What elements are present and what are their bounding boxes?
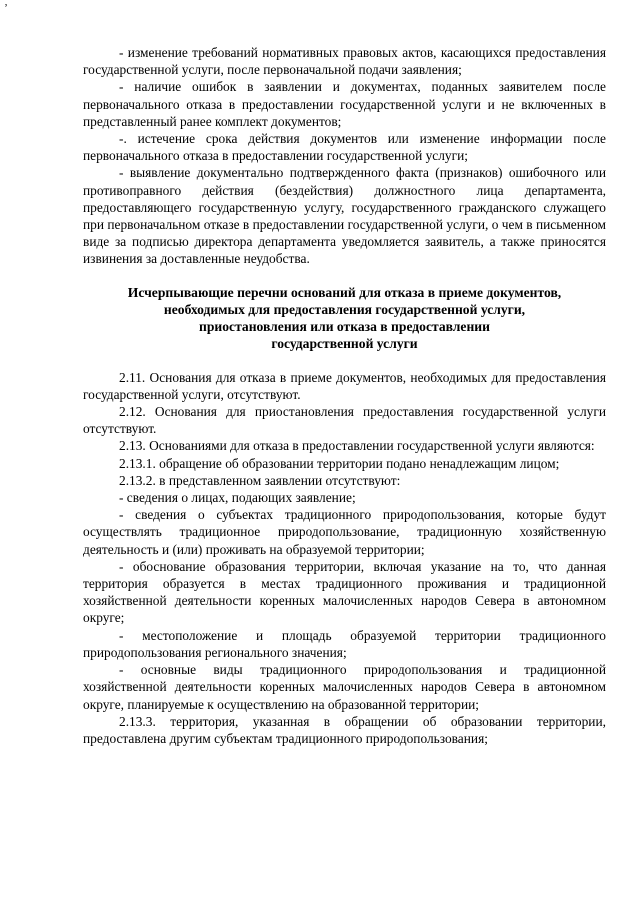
clause-2-13-2: 2.13.2. в представленном заявлении отсутствуют: (119, 472, 401, 488)
paragraph-change-regulations: - изменение требований нормативных правовых актов, касающихся предоставления государственной услуги, после первоначальной подачи заявления; (83, 45, 606, 78)
section-heading-line: Исчерпывающие перечни оснований для отказа в приеме документов, (127, 284, 562, 300)
list-item-subjects: - сведения о субъектах традиционного природопользования, которые будут осуществлять традиционное природопользование, традиционную хозяйственную деятельность и (или) проживать на образуемой территории; (83, 507, 606, 557)
list-item-location-area: - местоположение и площадь образуемой территории традиционного природопользования регионального значения; (83, 627, 606, 660)
document-body (83, 44, 606, 747)
section-heading-line: необходимых для предоставления государственной услуги, (163, 301, 526, 317)
page-corner-mark: ‚ (4, 0, 8, 8)
list-item-applicants: - сведения о лицах, подающих заявление; (119, 490, 356, 506)
clause-2-12: 2.12. Основания для приостановления предоставления государственной услуги отсутствуют. (83, 404, 606, 437)
clause-2-11: 2.11. Основания для отказа в приеме документов, необходимых для предоставления государственной услуги, отсутствуют. (83, 369, 606, 402)
section-heading-line: приостановления или отказа в предоставлении (199, 318, 490, 334)
clause-2-13: 2.13. Основаниями для отказа в предоставлении государственной услуги являются: (119, 438, 595, 454)
paragraph-errors-in-application: - наличие ошибок в заявлении и документах, поданных заявителем после первоначального отказа в предоставлении государственной услуги и не включенных в представленный ранее комплект документов; (83, 79, 606, 129)
list-item-activity-types: - основные виды традиционного природопользования и традиционной хозяйственной деятельности коренных малочисленных народов Севера в автономном округе, планируемые к осуществлению на образованной территории; (83, 662, 606, 712)
paragraph-document-expiry: -. истечение срока действия документов или изменение информации после первоначального отказа в предоставлении государственной услуги; (83, 131, 606, 164)
section-heading-line: государственной услуги (271, 335, 418, 351)
list-item-justification: - обоснование образования территории, включая указание на то, что данная территория образуется в местах традиционного проживания и традиционной хозяйственной деятельности коренных малочисленных народов Севера в автономном округе; (83, 558, 606, 626)
paragraph-erroneous-action: - выявление документально подтвержденного факта (признаков) ошибочного или противоправного действия (бездействия) должностного лица департамента, предоставляющего государственную услугу, государственного гражданского служащего при первоначальном отказе в предоставлении государственной услуги, о чем в письменном виде за подписью директора департамента уведомляется заявитель, а также приносятся извинения за доставленные неудобства. (83, 165, 606, 267)
clause-2-13-1: 2.13.1. обращение об образовании территории подано ненадлежащим лицом; (119, 455, 560, 471)
section-heading (83, 284, 606, 352)
clause-2-13-3: 2.13.3. территория, указанная в обращении об образовании территории, предоставлена другим субъектам традиционного природопользования; (83, 713, 606, 746)
